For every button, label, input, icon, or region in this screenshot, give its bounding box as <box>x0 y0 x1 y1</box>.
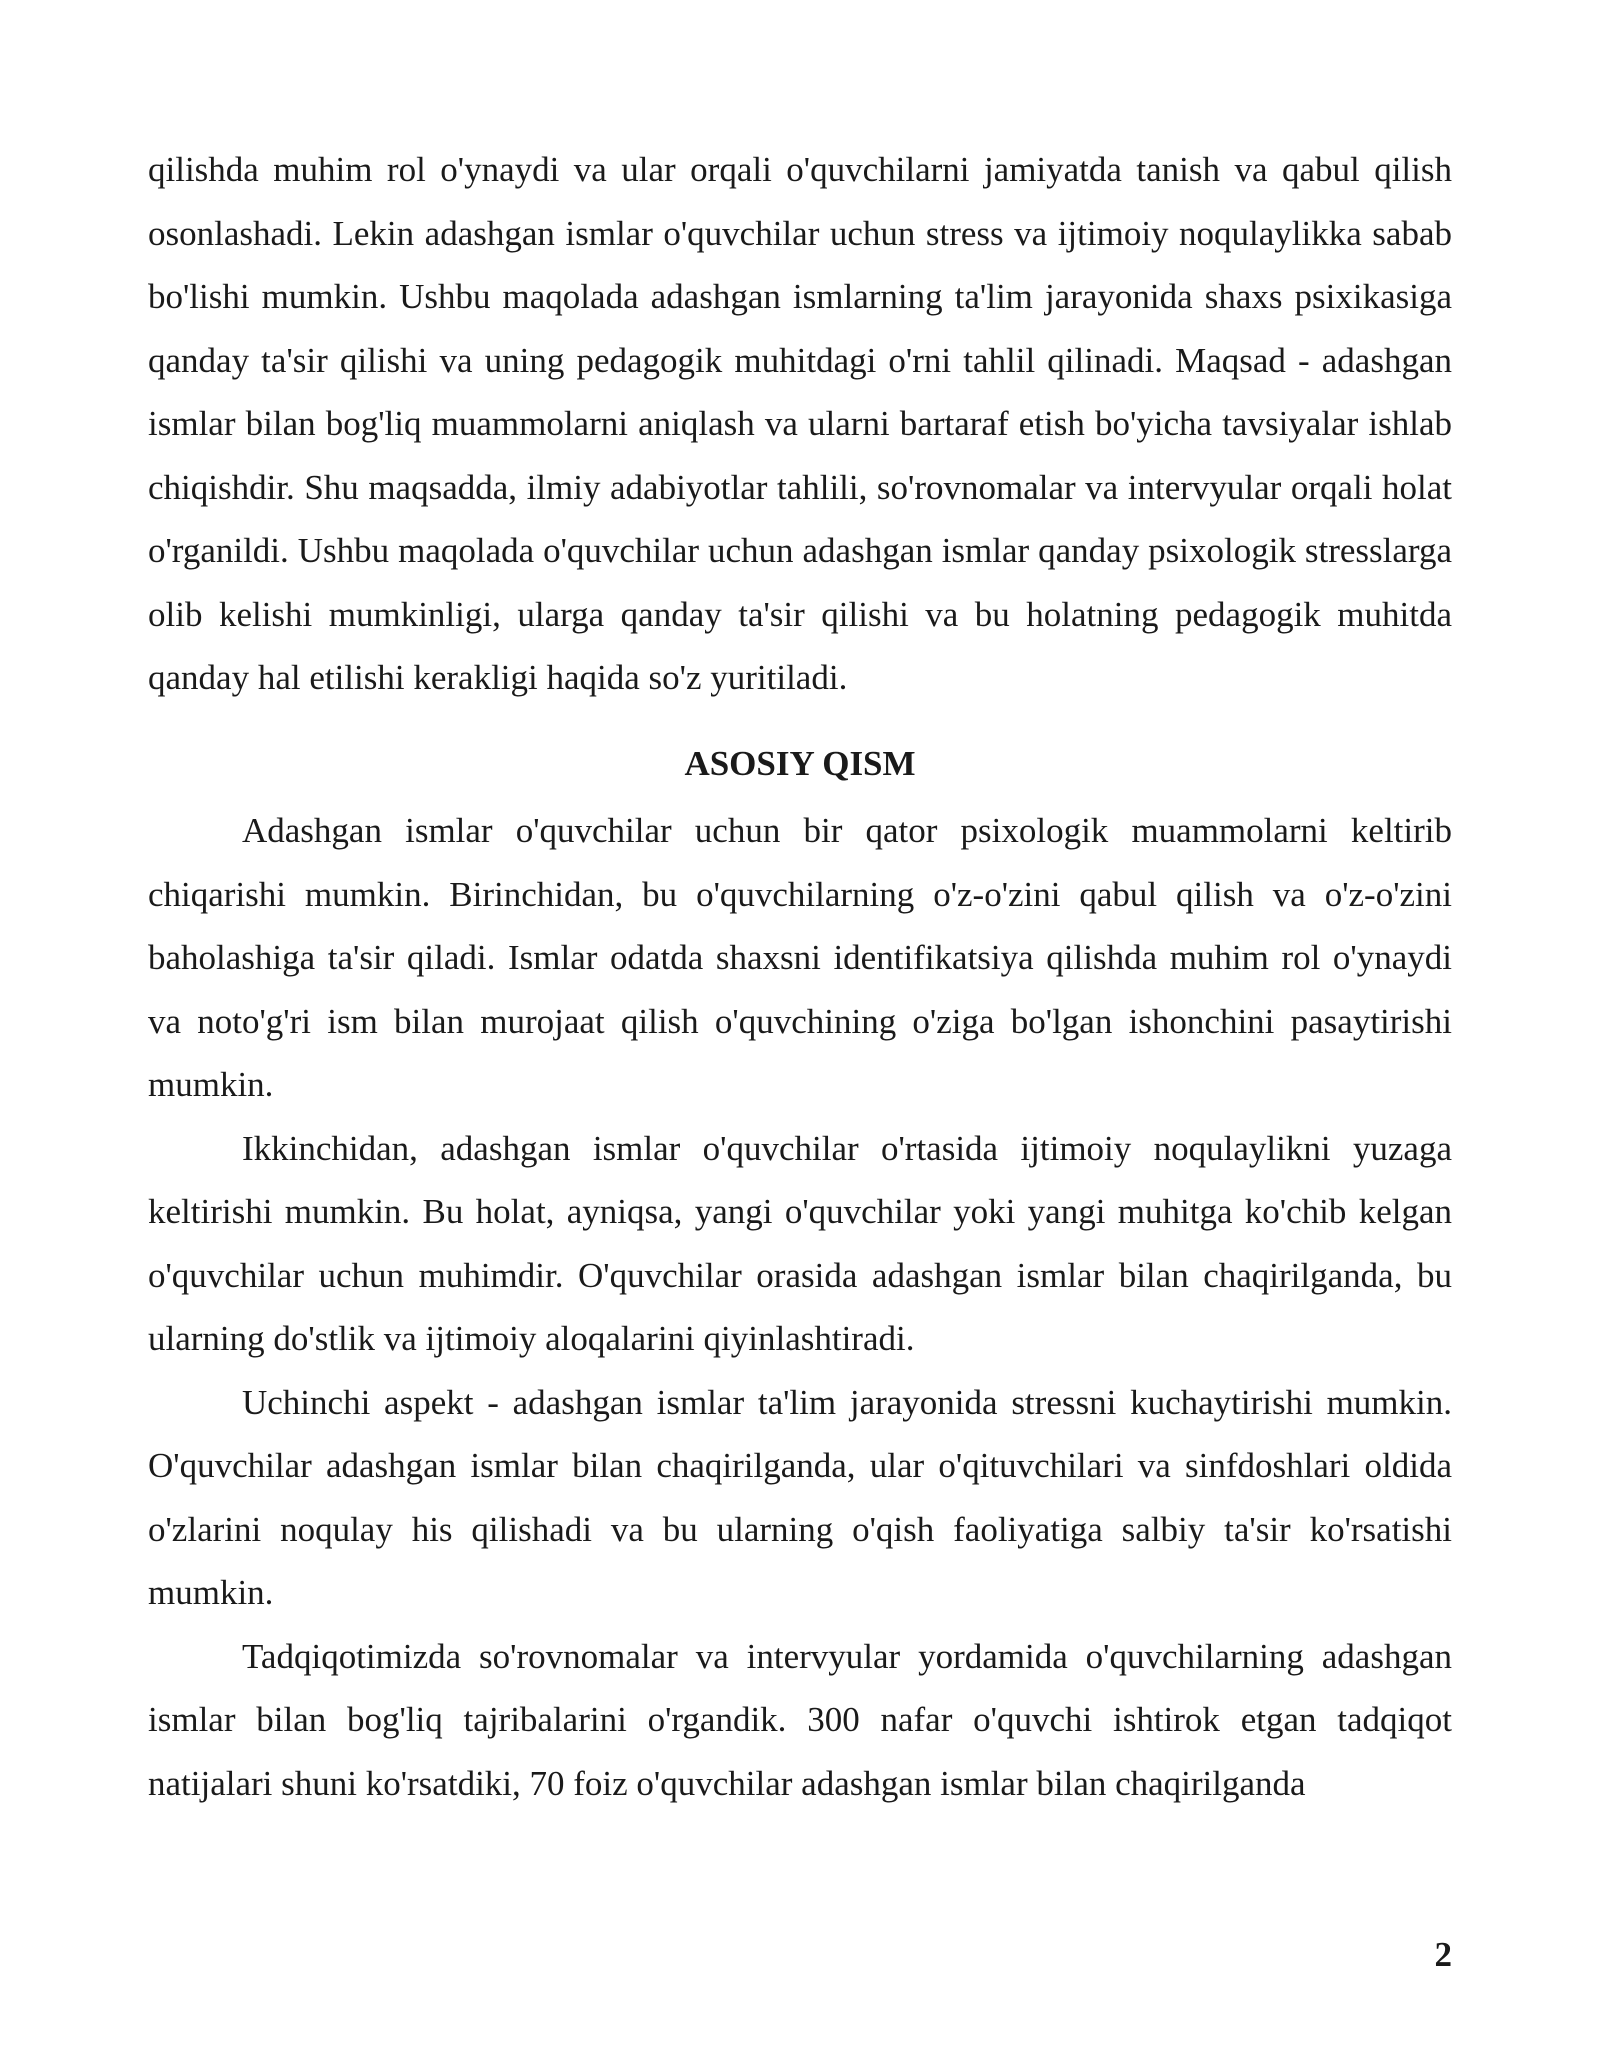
body-paragraph-2: Ikkinchidan, adashgan ismlar o'quvchilar o'rtasida ijtimoiy noqulaylikni yuzaga keltirishi mumkin. Bu holat, ayniqsa, yangi o'quvchilar yoki yangi muhitga ko'chib kelgan o'quvchilar uchun muhimdir. O'quvchilar orasida adashgan ismlar bilan chaqirilganda, bu ularning do'stlik va ijtimoiy aloqalarini qiyinlashtiradi. <box>148 1128 1452 1358</box>
body-paragraph-3: Uchinchi aspekt - adashgan ismlar ta'lim jarayonida stressni kuchaytirishi mumkin. O'quvchilar adashgan ismlar bilan chaqirilganda, ular o'qituvchilari va sinfdoshlari oldida o'zlarini noqulay his qilishadi va bu ularning o'qish faoliyatiga salbiy ta'sir ko'rsatishi mumkin. <box>148 1382 1452 1612</box>
document-page <box>148 138 1452 1815</box>
body-paragraph-4: Tadqiqotimizda so'rovnomalar va intervyular yordamida o'quvchilarning adashgan ismlar bilan bog'liq tajribalarini o'rgandik. 300 nafar o'quvchi ishtirok etgan tadqiqot natijalari shuni ko'rsatdiki, 70 foiz o'quvchilar adashgan ismlar bilan chaqirilganda <box>148 1636 1452 1803</box>
section-heading: ASOSIY QISM <box>684 743 916 783</box>
intro-paragraph: qilishda muhim rol o'ynaydi va ular orqali o'quvchilarni jamiyatda tanish va qabul qilish osonlashadi. Lekin adashgan ismlar o'quvchilar uchun stress va ijtimoiy noqulaylikka sabab bo'lishi mumkin. Ushbu maqolada adashgan ismlarning ta'lim jarayonida shaxs psixikasiga qanday ta'sir qilishi va uning pedagogik muhitdagi o'rni tahlil qilinadi. Maqsad - adashgan ismlar bilan bog'liq muammolarni aniqlash va ularni bartaraf etish bo'yicha tavsiyalar ishlab chiqishdir. Shu maqsadda, ilmiy adabiyotlar tahlili, so'rovnomalar va intervyular orqali holat o'rganildi. Ushbu maqolada o'quvchilar uchun adashgan ismlar qanday psixologik stresslarga olib kelishi mumkinligi, ularga qanday ta'sir qilishi va bu holatning pedagogik muhitda qanday hal etilishi kerakligi haqida so'z yuritiladi. <box>148 150 1452 697</box>
page-number: 2 <box>1434 1935 1452 1974</box>
body-paragraph-1: Adashgan ismlar o'quvchilar uchun bir qator psixologik muammolarni keltirib chiqarishi mumkin. Birinchidan, bu o'quvchilarning o'z-o'zini qabul qilish va o'z-o'zini baholashiga ta'sir qiladi. Ismlar odatda shaxsni identifikatsiya qilishda muhim rol o'ynaydi va noto'g'ri ism bilan murojaat qilish o'quvchining o'ziga bo'lgan ishonchini pasaytirishi mumkin. <box>148 811 1452 1104</box>
